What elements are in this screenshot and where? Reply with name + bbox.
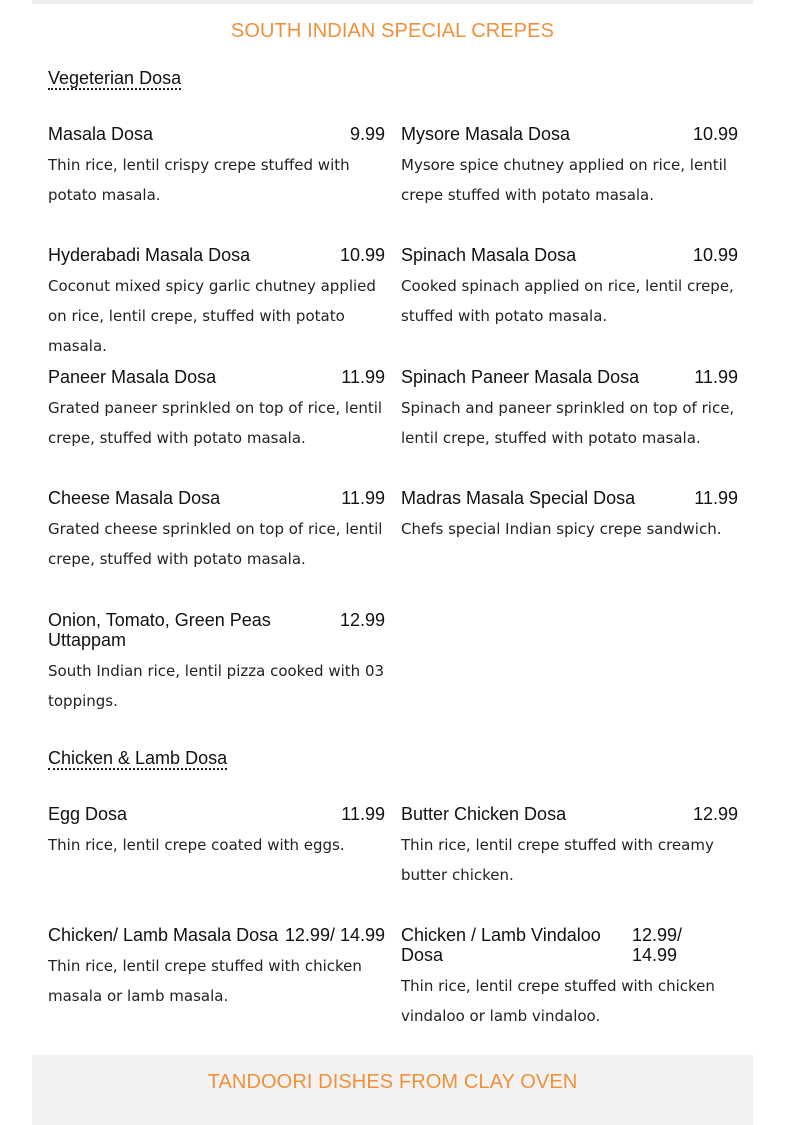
item-name: Chicken/ Lamb Masala Dosa <box>48 925 279 945</box>
item-price: 12.99 <box>692 804 738 824</box>
item-name: Chicken / Lamb Vindaloo Dosa <box>401 925 601 965</box>
menu-item <box>401 245 738 331</box>
menu-item <box>48 245 385 361</box>
menu-item <box>48 124 385 210</box>
item-name: Paneer Masala Dosa <box>48 367 217 387</box>
item-description: Grated paneer sprinkled on top of rice, lentil crepe, stuffed with potato masala. <box>48 399 383 447</box>
item-name: Spinach Paneer Masala Dosa <box>401 367 640 387</box>
item-name: Masala Dosa <box>48 124 154 144</box>
item-name: Mysore Masala Dosa <box>401 124 571 144</box>
menu-item <box>48 488 385 574</box>
item-price: 10.99 <box>692 124 738 144</box>
item-price: 10.99 <box>339 245 385 265</box>
item-name: Onion, Tomato, Green Peas Uttappam <box>48 610 271 650</box>
item-description: Thin rice, lentil crepe coated with eggs. <box>48 836 345 854</box>
item-name: Egg Dosa <box>48 804 128 824</box>
next-section-title: TANDOORI DISHES FROM CLAY OVEN <box>207 1071 578 1093</box>
top-divider <box>32 0 753 4</box>
item-description: Spinach and paneer sprinkled on top of rice, lentil crepe, stuffed with potato masala. <box>401 399 735 447</box>
item-description: Coconut mixed spicy garlic chutney applied on rice, lentil crepe, stuffed with potato masala. <box>48 277 376 355</box>
item-description: South Indian rice, lentil pizza cooked with 03 toppings. <box>48 662 385 710</box>
item-price: 12.99 <box>339 610 385 630</box>
item-description: Thin rice, lentil crepe stuffed with creamy butter chicken. <box>401 836 714 884</box>
menu-item <box>48 610 385 716</box>
item-description: Chefs special Indian spicy crepe sandwich. <box>401 520 722 538</box>
item-name: Madras Masala Special Dosa <box>401 488 636 508</box>
menu-item <box>48 804 385 860</box>
veg-dosa-heading: Vegeterian Dosa <box>48 68 182 88</box>
item-description: Cooked spinach applied on rice, lentil crepe, stuffed with potato masala. <box>401 277 734 325</box>
item-name: Butter Chicken Dosa <box>401 804 567 824</box>
item-price: 12.99/ 14.99 <box>632 925 683 965</box>
item-price: 11.99 <box>694 488 738 508</box>
item-description: Thin rice, lentil crepe stuffed with chicken masala or lamb masala. <box>48 957 362 1005</box>
item-description: Grated cheese sprinkled on top of rice, lentil crepe, stuffed with potato masala. <box>48 520 383 568</box>
menu-item <box>48 367 385 453</box>
item-price: 9.99 <box>349 124 385 144</box>
item-description: Mysore spice chutney applied on rice, lentil crepe stuffed with potato masala. <box>401 156 727 204</box>
menu-item <box>401 488 738 544</box>
item-name: Hyderabadi Masala Dosa <box>48 245 251 265</box>
menu-item <box>401 925 738 1031</box>
item-description: Thin rice, lentil crispy crepe stuffed with potato masala. <box>48 156 350 204</box>
item-description: Thin rice, lentil crepe stuffed with chicken vindaloo or lamb vindaloo. <box>401 977 715 1025</box>
section-title: SOUTH INDIAN SPECIAL CREPES <box>230 20 555 42</box>
menu-item <box>401 124 738 210</box>
menu-item <box>48 925 385 1011</box>
item-price: 11.99 <box>341 804 385 824</box>
item-name: Spinach Masala Dosa <box>401 245 577 265</box>
item-price: 11.99 <box>341 367 385 387</box>
item-price: 10.99 <box>692 245 738 265</box>
item-price: 11.99 <box>341 488 385 508</box>
item-price: 11.99 <box>694 367 738 387</box>
item-price: 12.99/ 14.99 <box>284 925 385 945</box>
menu-item <box>401 804 738 890</box>
menu-item <box>401 367 738 453</box>
chicken-lamb-dosa-heading: Chicken & Lamb Dosa <box>48 748 228 768</box>
item-name: Cheese Masala Dosa <box>48 488 221 508</box>
